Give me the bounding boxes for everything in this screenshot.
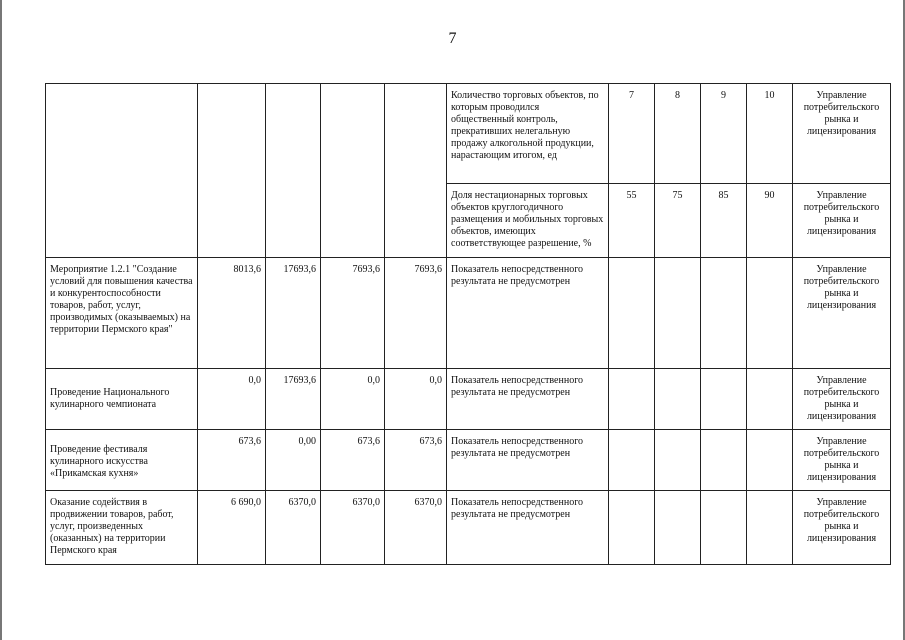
indicator-cell: Количество торговых объектов, по которым проводился общественный контроль, прекративших нелегальную продажу алкогольной продукции, нарастающим итогом, ед (447, 84, 609, 184)
activity-cell: Проведение фестиваля кулинарного искусства «Прикамская кухня» (46, 430, 198, 491)
target-value-cell (747, 258, 793, 369)
financing-cell (385, 84, 447, 258)
table-row (46, 491, 891, 565)
target-value-cell (655, 258, 701, 369)
target-value-cell: 7 (609, 84, 655, 184)
responsible-cell: Управление потребительского рынка и лицензирования (793, 258, 891, 369)
target-value-cell (609, 258, 655, 369)
scan-edge-left (0, 0, 2, 640)
table-row (46, 430, 891, 491)
target-value-cell: 90 (747, 184, 793, 258)
target-value-cell: 9 (701, 84, 747, 184)
responsible-cell: Управление потребительского рынка и лицензирования (793, 184, 891, 258)
target-value-cell: 55 (609, 184, 655, 258)
target-value-cell (747, 369, 793, 430)
indicator-cell: Доля нестационарных торговых объектов круглогодичного размещения и мобильных торговых объектов, имеющих соответствующее разрешение, % (447, 184, 609, 258)
target-value-cell (609, 430, 655, 491)
target-value-cell (655, 369, 701, 430)
financing-cell: 6370,0 (321, 491, 385, 565)
target-value-cell (609, 369, 655, 430)
target-value-cell (747, 491, 793, 565)
financing-cell: 0,00 (266, 430, 321, 491)
financing-cell: 17693,6 (266, 258, 321, 369)
target-value-cell (701, 258, 747, 369)
financing-cell (198, 84, 266, 258)
activity-cell: Оказание содействия в продвижении товаров, работ, услуг, произведенных (оказанных) на территории Пермского края (46, 491, 198, 565)
financing-cell: 8013,6 (198, 258, 266, 369)
responsible-cell: Управление потребительского рынка и лицензирования (793, 84, 891, 184)
indicator-cell: Показатель непосредственного результата не предусмотрен (447, 491, 609, 565)
financing-cell: 7693,6 (321, 258, 385, 369)
target-value-cell (701, 430, 747, 491)
indicator-cell: Показатель непосредственного результата не предусмотрен (447, 258, 609, 369)
activity-cell (46, 84, 198, 258)
financing-cell: 673,6 (198, 430, 266, 491)
activity-cell: Мероприятие 1.2.1 "Создание условий для повышения качества и конкурентоспособности товаров, работ, услуг, производимых (оказываемых) на территории Пермского края" (46, 258, 198, 369)
page-number: 7 (448, 30, 457, 47)
target-value-cell (655, 430, 701, 491)
financing-cell: 673,6 (385, 430, 447, 491)
table-row (46, 258, 891, 369)
target-value-cell: 10 (747, 84, 793, 184)
responsible-cell: Управление потребительского рынка и лицензирования (793, 491, 891, 565)
financing-cell: 673,6 (321, 430, 385, 491)
indicator-cell: Показатель непосредственного результата не предусмотрен (447, 369, 609, 430)
indicator-cell: Показатель непосредственного результата не предусмотрен (447, 430, 609, 491)
table-row (46, 84, 891, 184)
target-value-cell: 75 (655, 184, 701, 258)
target-value-cell (701, 369, 747, 430)
financing-cell (321, 84, 385, 258)
target-value-cell: 8 (655, 84, 701, 184)
financing-cell: 6 690,0 (198, 491, 266, 565)
financing-cell (266, 84, 321, 258)
program-table (45, 83, 891, 565)
table-row (46, 369, 891, 430)
financing-cell: 6370,0 (266, 491, 321, 565)
financing-cell: 7693,6 (385, 258, 447, 369)
financing-cell: 0,0 (385, 369, 447, 430)
responsible-cell: Управление потребительского рынка и лицензирования (793, 369, 891, 430)
financing-cell: 17693,6 (266, 369, 321, 430)
responsible-cell: Управление потребительского рынка и лицензирования (793, 430, 891, 491)
target-value-cell (701, 491, 747, 565)
activity-cell: Проведение Национального кулинарного чемпионата (46, 369, 198, 430)
target-value-cell (747, 430, 793, 491)
financing-cell: 0,0 (321, 369, 385, 430)
financing-cell: 6370,0 (385, 491, 447, 565)
target-value-cell (609, 491, 655, 565)
target-value-cell (655, 491, 701, 565)
target-value-cell: 85 (701, 184, 747, 258)
financing-cell: 0,0 (198, 369, 266, 430)
